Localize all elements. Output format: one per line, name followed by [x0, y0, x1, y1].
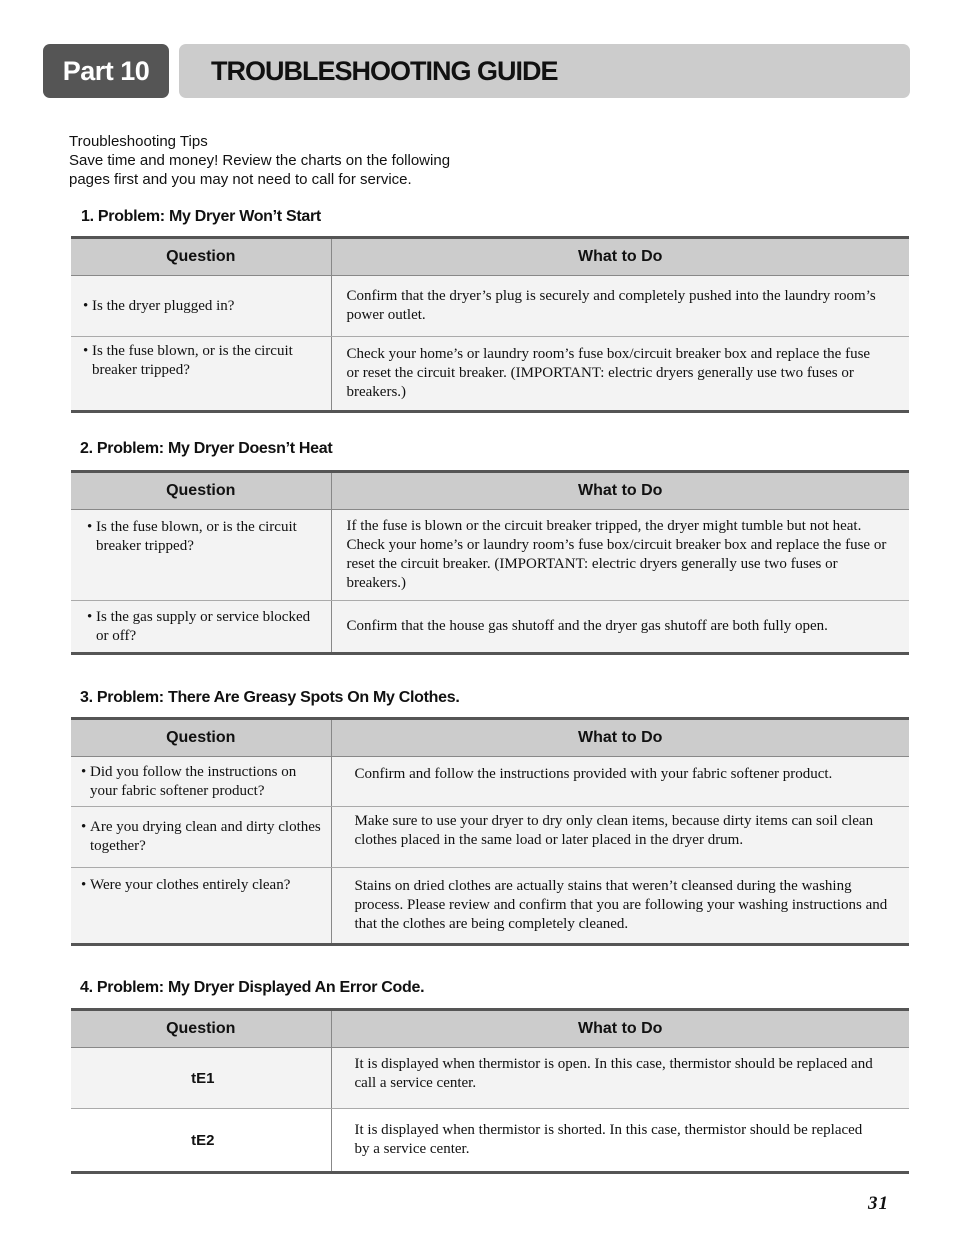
- section-heading: 4. Problem: My Dryer Displayed An Error Code.: [80, 979, 425, 996]
- column-header-what-to-do: What to Do: [331, 719, 909, 757]
- page-title: TROUBLESHOOTING GUIDE: [211, 56, 558, 86]
- answer-cell: Confirm and follow the instructions provided with your fabric softener product.: [331, 757, 909, 807]
- table-row: [71, 510, 909, 601]
- question-cell: • Is the fuse blown, or is the circuit breaker tripped?: [71, 510, 331, 601]
- table-row: [71, 1048, 909, 1109]
- question-cell: • Is the gas supply or service blocked or off?: [71, 601, 331, 654]
- section-heading: 2. Problem: My Dryer Doesn’t Heat: [80, 440, 333, 457]
- column-header-question: Question: [71, 238, 331, 276]
- intro-line: pages first and you may not need to call for service.: [69, 171, 412, 188]
- error-code-cell: tE1: [71, 1048, 331, 1109]
- table-row: [71, 1109, 909, 1173]
- table-row: [71, 868, 909, 945]
- troubleshooting-table: [71, 717, 909, 946]
- troubleshooting-table: [71, 236, 909, 413]
- troubleshooting-table: [71, 470, 909, 655]
- table-row: [71, 757, 909, 807]
- column-header-question: Question: [71, 1010, 331, 1048]
- column-header-question: Question: [71, 719, 331, 757]
- section-heading: 3. Problem: There Are Greasy Spots On My Clothes.: [80, 689, 460, 706]
- section-heading: 1. Problem: My Dryer Won’t Start: [81, 208, 321, 225]
- answer-cell: If the fuse is blown or the circuit breaker tripped, the dryer might tumble but not heat. Check your home’s or laundry room’s fuse box/circuit breaker box and replace the fuse or reset the circuit breaker. (IMPORTANT: electric dryers generally use two fuses or breakers.): [331, 510, 909, 601]
- table-row: [71, 337, 909, 412]
- answer-cell: Make sure to use your dryer to dry only clean items, because dirty items can soil clean clothes placed in the same load or later placed in the dryer drum.: [331, 807, 909, 868]
- question-cell: • Are you drying clean and dirty clothes together?: [71, 807, 331, 868]
- question-cell: • Is the fuse blown, or is the circuit breaker tripped?: [71, 337, 331, 412]
- question-cell: • Did you follow the instructions on your fabric softener product?: [71, 757, 331, 807]
- answer-cell: Stains on dried clothes are actually stains that weren’t cleansed during the washing process. Please review and confirm that you are following your washing instructions and that the clothes are being completely cleaned.: [331, 868, 909, 945]
- column-header-what-to-do: What to Do: [331, 472, 909, 510]
- column-header-what-to-do: What to Do: [331, 238, 909, 276]
- answer-cell: It is displayed when thermistor is shorted. In this case, thermistor should be replaced by a service center.: [331, 1109, 909, 1173]
- answer-cell: It is displayed when thermistor is open. In this case, thermistor should be replaced and call a service center.: [331, 1048, 909, 1109]
- intro-heading: Troubleshooting Tips: [69, 133, 208, 150]
- error-code-cell: tE2: [71, 1109, 331, 1173]
- intro-text: [69, 132, 499, 189]
- table-row: [71, 276, 909, 337]
- question-cell: • Were your clothes entirely clean?: [71, 868, 331, 945]
- question-cell: • Is the dryer plugged in?: [71, 276, 331, 337]
- table-row: [71, 601, 909, 654]
- part-label: Part 10: [43, 44, 169, 98]
- answer-cell: Check your home’s or laundry room’s fuse box/circuit breaker box and replace the fuse or reset the circuit breaker. (IMPORTANT: electric dryers generally use two fuses or breakers.): [331, 337, 909, 412]
- column-header-what-to-do: What to Do: [331, 1010, 909, 1048]
- page-number: 31: [868, 1193, 889, 1214]
- column-header-question: Question: [71, 472, 331, 510]
- intro-line: Save time and money! Review the charts on the following: [69, 152, 451, 169]
- answer-cell: Confirm that the dryer’s plug is securely and completely pushed into the laundry room’s power outlet.: [331, 276, 909, 337]
- title-bar: [179, 44, 910, 98]
- answer-cell: Confirm that the house gas shutoff and the dryer gas shutoff are both fully open.: [331, 601, 909, 654]
- troubleshooting-table: [71, 1008, 909, 1174]
- table-row: [71, 807, 909, 868]
